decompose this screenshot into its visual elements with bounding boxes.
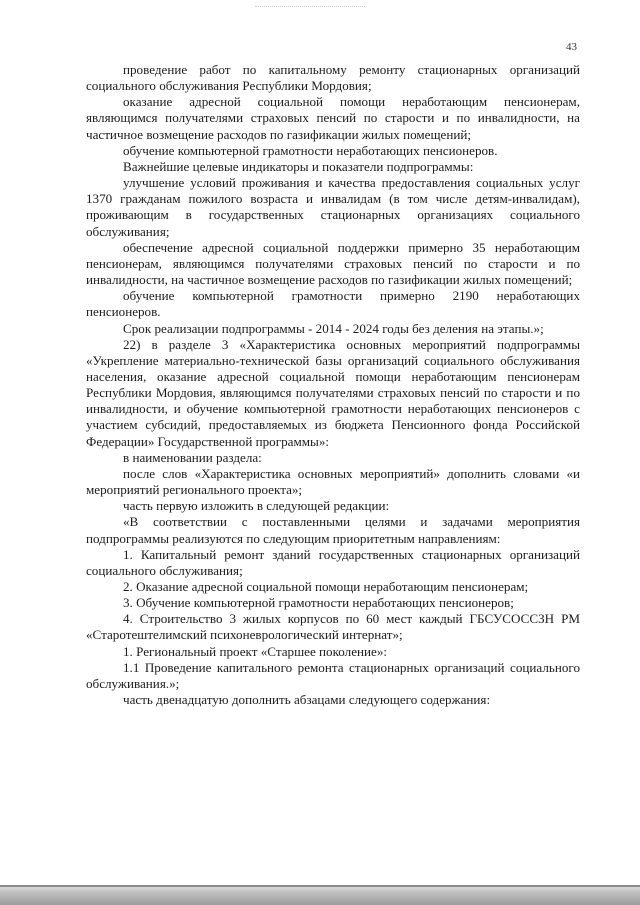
paragraph: 1. Региональный проект «Старшее поколение»: [123, 643, 388, 659]
paragraph: Важнейшие целевые индикаторы и показатели подпрограммы: [123, 158, 474, 174]
paragraph: 4. Строительство 3 жилых корпусов по 60 мест каждый ГБСУСОССЗН РМ «Старотештелимский психоневрологический интернат»; [86, 611, 580, 643]
paragraph: Срок реализации подпрограммы - 2014 - 2024 годы без деления на этапы.»; [123, 320, 544, 336]
paragraph: обучение компьютерной грамотности неработающих пенсионеров. [123, 142, 498, 158]
paragraph: 2. Оказание адресной социальной помощи неработающим пенсионерам; [123, 579, 529, 594]
paragraph: часть двенадцатую дополнить абзацами следующего содержания: [123, 692, 491, 708]
paragraph: обучение компьютерной грамотности примерно 2190 неработающих пенсионеров. [86, 288, 580, 320]
paragraph: 1.1 Проведение капитального ремонта стационарных организаций социального обслуживания.»; [86, 659, 580, 691]
document-body [86, 62, 580, 708]
paragraph: 22) в разделе 3 «Характеристика основных мероприятий подпрограммы «Укрепление материально-технической базы организаций социального обслуживания населения, оказание адресной социальной помощи неработающим пенсионерам Республики Мордовия, являющимся получателями страховых пенсий по старости и по инвалидности, и обучение компьютерной грамотности неработающих пенсионеров с участием субсидий, предоставляемых из бюджета Пенсионного фонда Российской Федерации» Государственной программы»: [86, 336, 580, 449]
paragraph: часть первую изложить в следующей редакции: [123, 498, 390, 514]
paragraph: 3. Обучение компьютерной грамотности неработающих пенсионеров; [123, 595, 514, 611]
paragraph: 1. Капитальный ремонт зданий государственных стационарных организаций социального обслуживания; [86, 546, 580, 578]
paragraph: «В соответствии с поставленными целями и задачами мероприятия подпрограммы реализуются по следующим приоритетным направлениям: [86, 514, 580, 546]
page-number: 43 [566, 41, 577, 53]
paragraph: оказание адресной социальной помощи неработающим пенсионерам, являющимся получателями страховых пенсий по старости и по инвалидности, на частичное возмещение расходов по газификации жилых помещений; [86, 94, 580, 142]
scan-bottom-edge [0, 885, 640, 905]
paragraph: улучшение условий проживания и качества предоставления социальных услуг 1370 гражданам пожилого возраста и инвалидам (в том числе детям-инвалидам), проживающим в государственных стационарных организациях социального обслуживания; [86, 175, 580, 239]
paragraph: проведение работ по капитальному ремонту стационарных организаций социального обслуживания Республики Мордовия; [86, 62, 580, 94]
paragraph: в наименовании раздела: [123, 449, 262, 465]
scan-artifact [255, 6, 365, 11]
paragraph: обеспечение адресной социальной поддержки примерно 35 неработающим пенсионерам, являющимся получателями страховых пенсий по старости и по инвалидности, на частичное возмещение расходов по газификации жилых помещений; [86, 239, 580, 288]
paragraph: после слов «Характеристика основных мероприятий» дополнить словами «и мероприятий регионального проекта»; [86, 465, 580, 498]
